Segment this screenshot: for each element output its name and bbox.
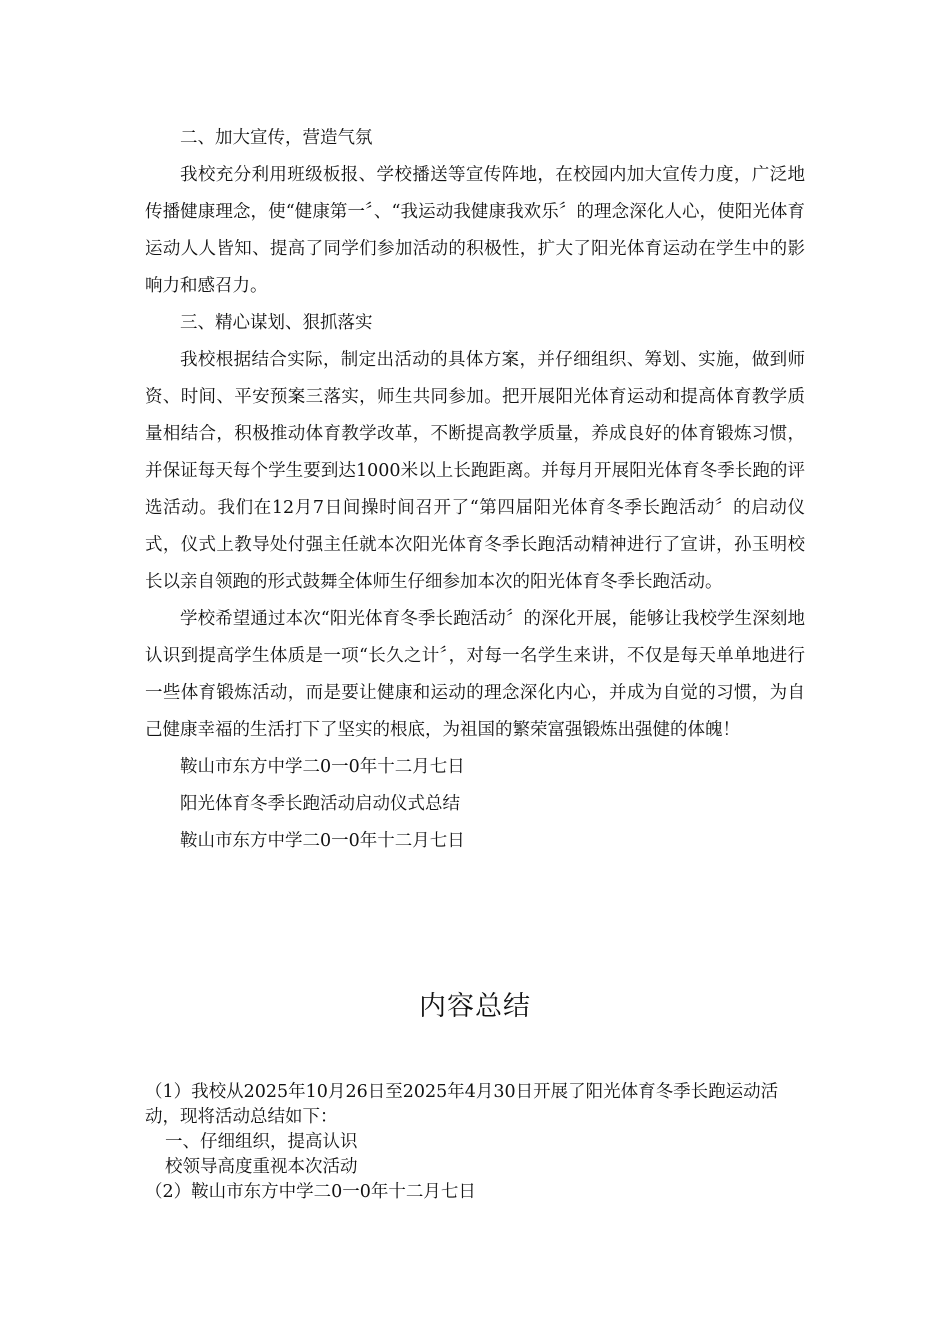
- signature-date-2: 鞍山市东方中学二0一0年十二月七日: [180, 831, 465, 851]
- document-subtitle: 阳光体育冬季长跑活动启动仪式总结: [180, 794, 460, 814]
- summary-body: [145, 1080, 805, 1205]
- document-body: [145, 120, 805, 860]
- summary-line-2: 一、仔细组织，提高认识: [165, 1132, 358, 1152]
- summary-line-3: 校领导高度重视本次活动: [165, 1157, 358, 1177]
- summary-line-1: （1）我校从2025年10月26日至2025年4月30日开展了阳光体育冬季长跑运动活动，现将活动总结如下：: [145, 1082, 779, 1127]
- section-heading-publicity: 二、加大宣传，营造气氛: [180, 128, 373, 148]
- summary-line-4: （2）鞍山市东方中学二0一0年十二月七日: [145, 1182, 476, 1202]
- paragraph-publicity: 我校充分利用班级板报、学校播送等宣传阵地，在校园内加大宣传力度，广泛地传播健康理念，使“健康第一〞、“我运动我健康我欢乐〞的理念深化人心，使阳光体育运动人人皆知、提高了同学们参加活动的积极性，扩大了阳光体育运动在学生中的影响力和感召力。: [145, 165, 805, 296]
- summary-title: 内容总结: [419, 991, 531, 1022]
- paragraph-hope: 学校希望通过本次“阳光体育冬季长跑活动〞的深化开展，能够让我校学生深刻地认识到提高学生体质是一项“长久之计〞，对每一名学生来讲，不仅是每天单单地进行一些体育锻炼活动，而是要让健康和运动的理念深化内心，并成为自觉的习惯，为自己健康幸福的生活打下了坚实的根底，为祖国的繁荣富强锻炼出强健的体魄！: [145, 609, 805, 740]
- signature-date-1: 鞍山市东方中学二0一0年十二月七日: [180, 757, 465, 777]
- paragraph-planning: 我校根据结合实际，制定出活动的具体方案，并仔细组织、筹划、实施，做到师资、时间、平安预案三落实，师生共同参加。把开展阳光体育运动和提高体育教学质量相结合，积极推动体育教学改革，不断提高教学质量，养成良好的体育锻炼习惯，并保证每天每个学生要到达1000米以上长跑距离。并每月开展阳光体育冬季长跑的评选活动。我们在12月7日间操时间召开了“第四届阳光体育冬季长跑活动〞的启动仪式，仪式上教导处付强主任就本次阳光体育冬季长跑活动精神进行了宣讲，孙玉明校长以亲自领跑的形式鼓舞全体师生仔细参加本次的阳光体育冬季长跑活动。: [145, 350, 805, 592]
- section-heading-planning: 三、精心谋划、狠抓落实: [180, 313, 373, 333]
